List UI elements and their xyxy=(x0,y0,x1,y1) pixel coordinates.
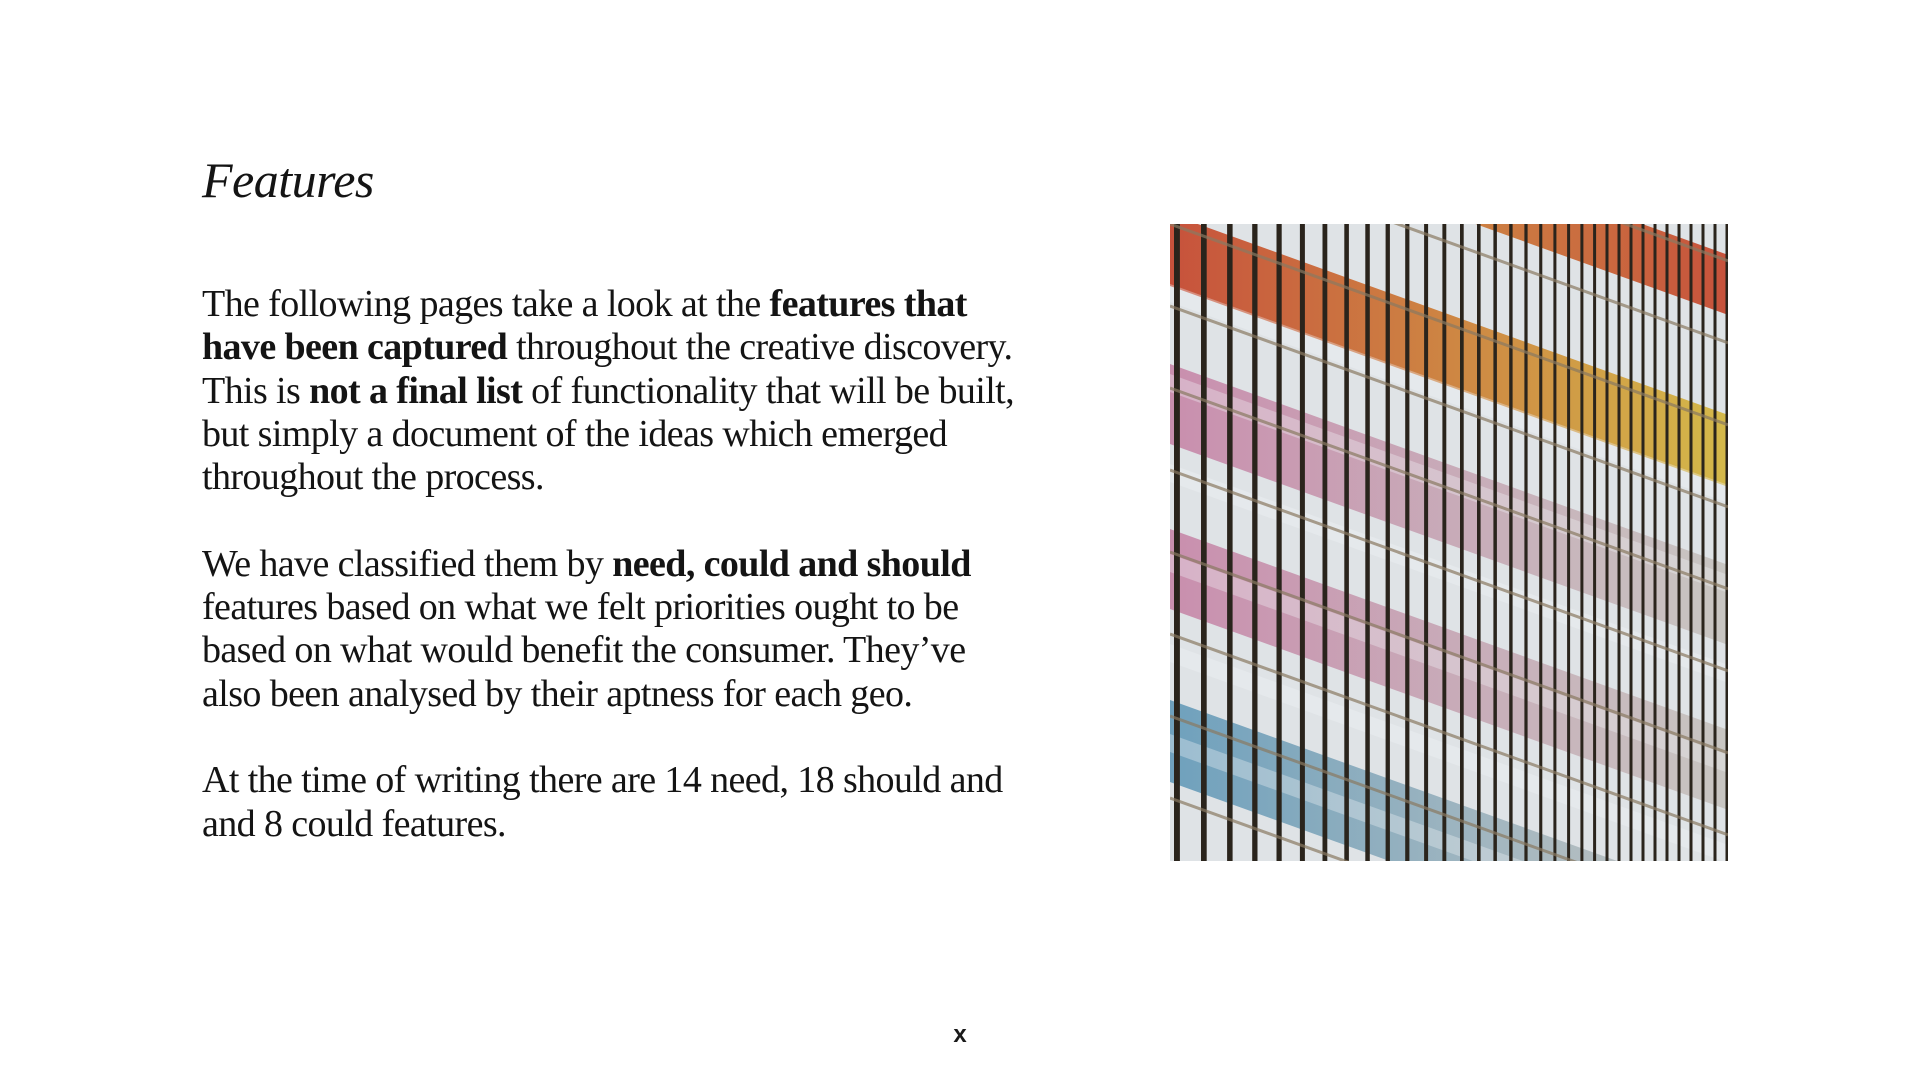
paragraph-text: of functionality that will be built, but simply a document of the ideas which emerged throughout the process. xyxy=(202,369,1015,499)
page-title: Features xyxy=(202,152,374,208)
paragraph-emphasis: features that have been captured xyxy=(202,283,967,369)
facade-mullion xyxy=(1726,224,1729,861)
building-facade-photo xyxy=(1170,224,1728,861)
facade-mullion xyxy=(1642,224,1645,861)
facade-mullion xyxy=(1678,224,1681,861)
facade-mullion xyxy=(1714,224,1717,861)
facade-mullion xyxy=(1524,224,1527,861)
facade-mullion xyxy=(1424,224,1428,861)
facade-illustration xyxy=(1170,224,1728,861)
facade-mullion xyxy=(1702,224,1705,861)
body-copy xyxy=(202,283,1032,889)
facade-mullion xyxy=(1493,224,1497,861)
facade-mullion xyxy=(1442,224,1446,861)
facade-mullion xyxy=(1618,224,1621,861)
facade-mullion xyxy=(1386,224,1390,861)
paragraph-emphasis: not a final list xyxy=(309,369,523,412)
paragraph-text: The following pages take a look at the xyxy=(202,283,770,325)
facade-mullion xyxy=(1509,224,1512,861)
facade-mullion xyxy=(1277,224,1282,861)
facade-mullion xyxy=(1553,224,1556,861)
facade-mullion xyxy=(1227,224,1233,861)
count-paragraph xyxy=(202,759,1032,846)
facade-mullion xyxy=(1323,224,1328,861)
facade-mullion xyxy=(1405,224,1409,861)
facade-mullion xyxy=(1539,224,1542,861)
facade-mullion xyxy=(1630,224,1633,861)
facade-mullion xyxy=(1252,224,1257,861)
paragraph-text: At the time of writing there are 14 need, 18 should and and 8 could features. xyxy=(202,759,1003,845)
paragraph-emphasis: need, could and should xyxy=(612,542,971,585)
facade-mullion xyxy=(1567,224,1570,861)
classification-paragraph xyxy=(202,543,1032,716)
facade-mullion xyxy=(1654,224,1657,861)
facade-mullion xyxy=(1580,224,1583,861)
facade-mullion xyxy=(1690,224,1693,861)
facade-mullion xyxy=(1174,224,1180,861)
page-number: x xyxy=(953,1021,967,1048)
facade-mullion xyxy=(1460,224,1464,861)
paragraph-text: throughout the creative discovery. This is xyxy=(202,326,1013,412)
facade-mullion xyxy=(1344,224,1349,861)
paragraph-text: We have classified them by xyxy=(202,542,613,585)
intro-paragraph xyxy=(202,283,1032,499)
facade-mullion xyxy=(1606,224,1609,861)
paragraph-text: features based on what we felt priorities ought to be based on what would benefit the consumer. They’ve also been analysed by their aptness for each geo. xyxy=(202,586,966,715)
facade-mullion xyxy=(1477,224,1481,861)
